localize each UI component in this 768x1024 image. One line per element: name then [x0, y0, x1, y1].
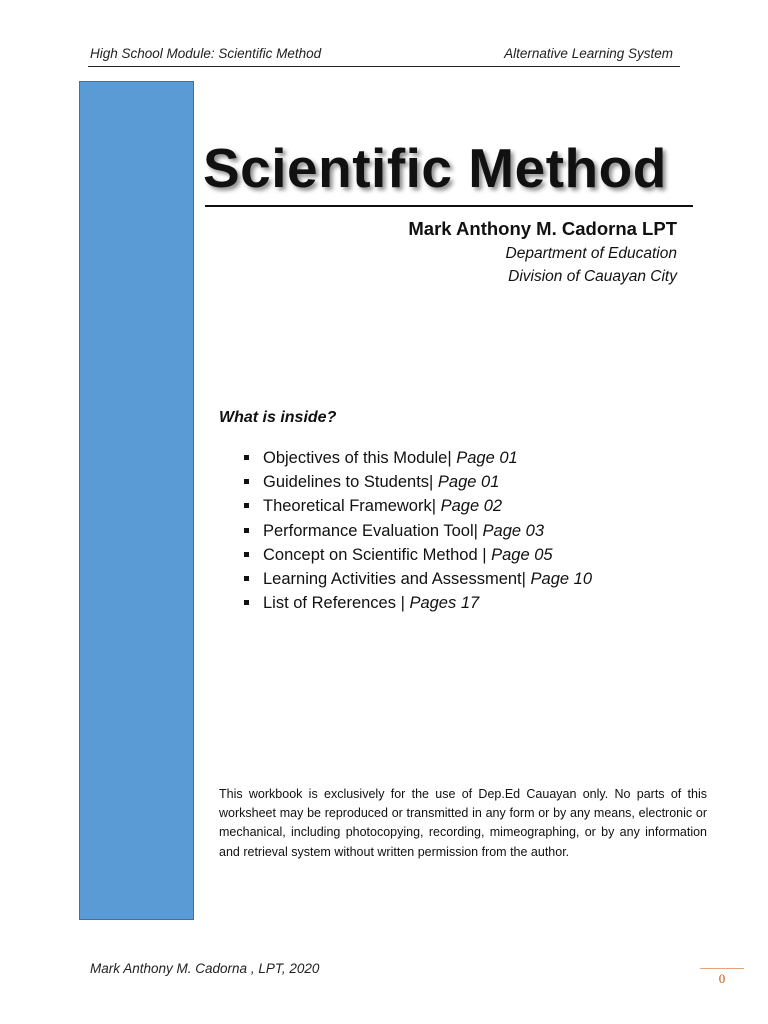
contents-item-label: Objectives of this Module|: [263, 449, 452, 467]
header-divider: [88, 66, 680, 67]
list-item: [244, 494, 592, 518]
square-bullet-icon: [244, 455, 249, 460]
copyright-notice: This workbook is exclusively for the use of Dep.Ed Cauayan only. No parts of this worksheet may be reproduced or transmitted in any form or by any means, electronic or mechanical, including photocopying, recording, mimeographing, or by any information and retrieval system without written permission from the author.: [219, 787, 707, 859]
header-module-title: High School Module: Scientific Method: [90, 46, 322, 61]
contents-heading: What is inside?: [219, 409, 337, 426]
affiliation-division: Division of Cauayan City: [508, 268, 677, 285]
contents-list: [244, 446, 592, 615]
contents-item-page: Page 01: [437, 473, 500, 492]
contents-item-label: Guidelines to Students|: [263, 473, 434, 492]
list-item: [244, 567, 592, 591]
square-bullet-icon: [244, 576, 249, 581]
contents-item-label: Performance Evaluation Tool|: [263, 521, 478, 540]
list-item: [244, 591, 592, 615]
contents-item-page: Page 10: [530, 570, 593, 589]
page-number: 0: [718, 971, 726, 986]
contents-item-page: Page 05: [491, 545, 553, 564]
square-bullet-icon: [244, 600, 249, 605]
header-program-name: Alternative Learning System: [504, 46, 673, 61]
decorative-side-bar: [79, 81, 194, 920]
page-number-divider: [700, 968, 744, 969]
contents-item-page: Page 01: [456, 449, 518, 467]
page-title: Scientific Method: [203, 137, 667, 199]
contents-item-label: List of References |: [263, 594, 405, 613]
square-bullet-icon: [244, 479, 249, 484]
square-bullet-icon: [244, 528, 249, 533]
list-item: [244, 519, 592, 543]
contents-item-label: Theoretical Framework|: [263, 497, 437, 516]
footer-author-year: Mark Anthony M. Cadorna , LPT, 2020: [90, 961, 320, 976]
affiliation-department: Department of Education: [505, 245, 677, 262]
contents-item-label: Concept on Scientific Method |: [263, 545, 487, 564]
contents-item-page: Page 03: [482, 521, 545, 540]
list-item: [244, 543, 592, 567]
contents-item-page: Pages 17: [409, 594, 480, 613]
contents-item-label: Learning Activities and Assessment|: [263, 570, 526, 589]
list-item: [244, 470, 592, 494]
square-bullet-icon: [244, 503, 249, 508]
square-bullet-icon: [244, 552, 249, 557]
author-name: Mark Anthony M. Cadorna LPT: [408, 218, 677, 239]
title-divider: [205, 205, 693, 207]
contents-item-page: Page 02: [440, 497, 503, 516]
list-item: [244, 446, 592, 470]
